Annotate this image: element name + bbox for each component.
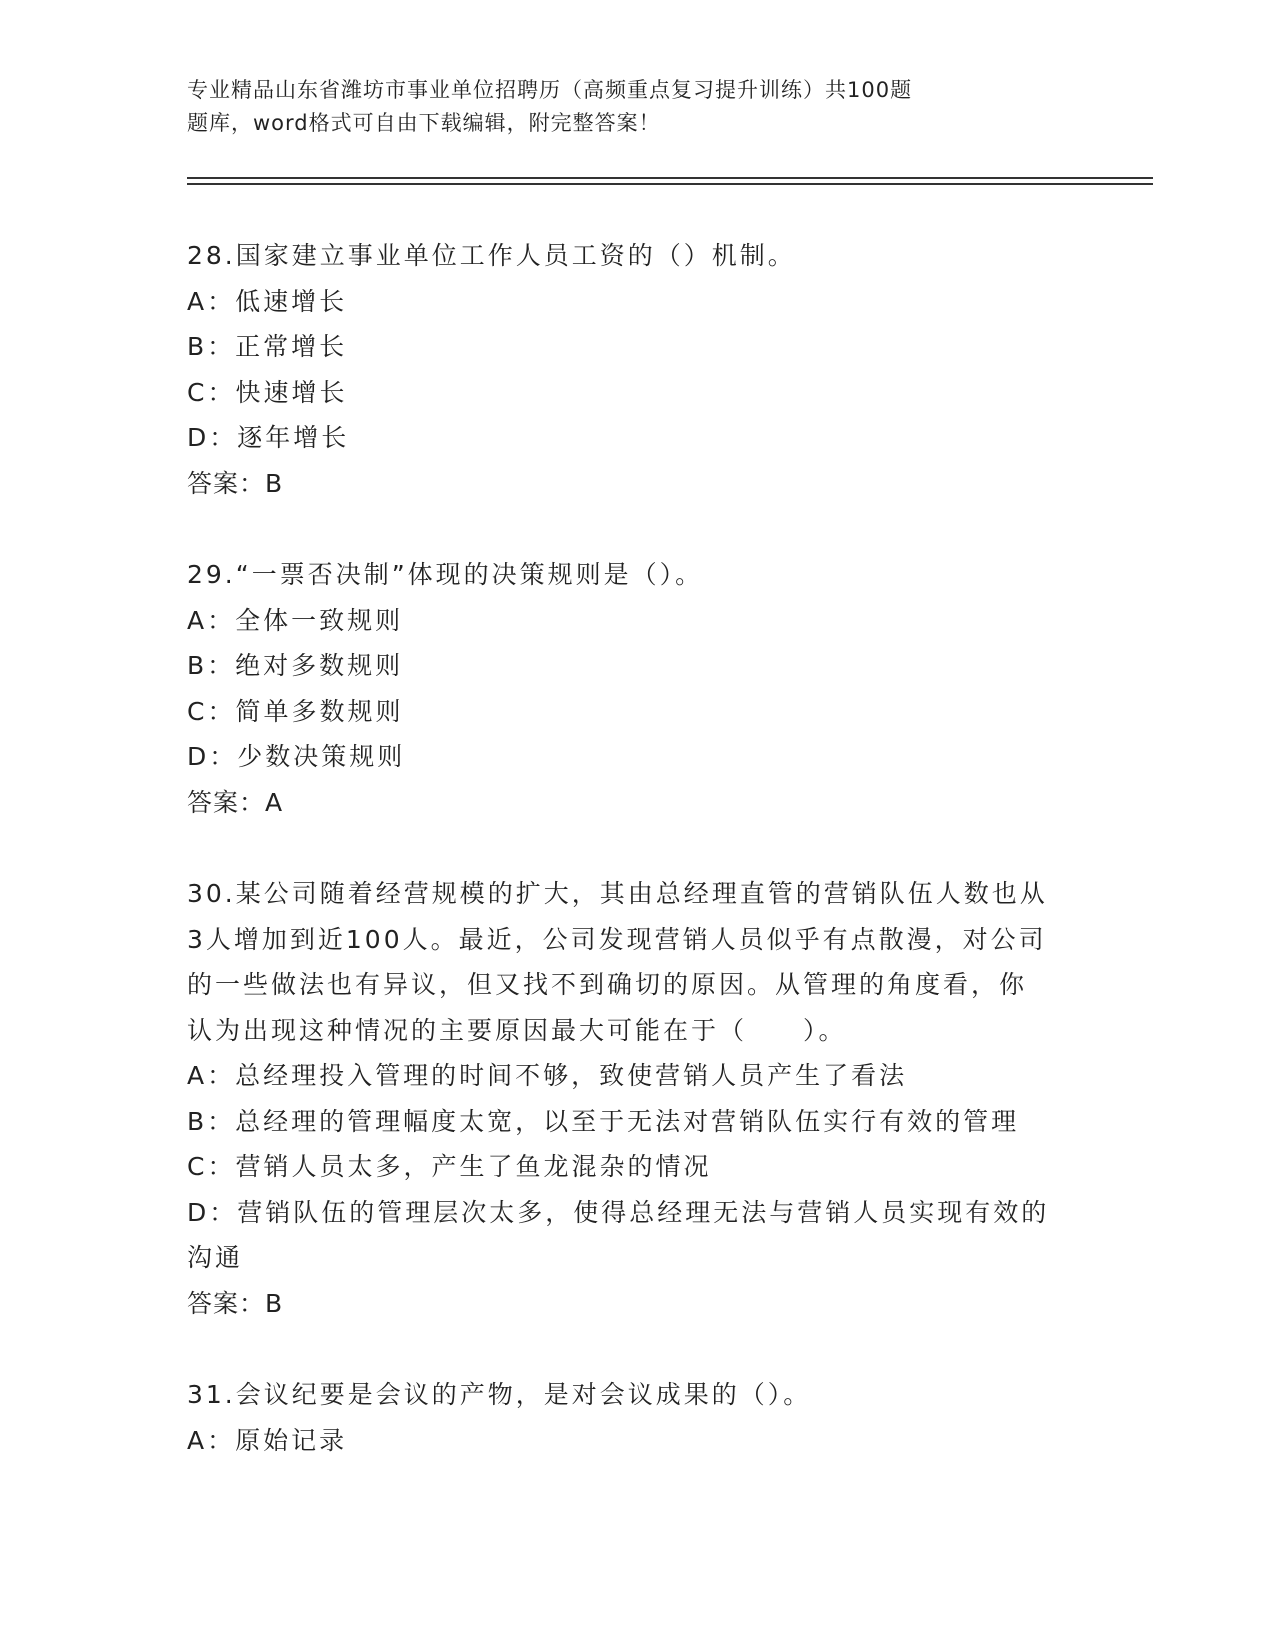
header-line-2: 题库，word格式可自由下载编辑，附完整答案！ <box>187 111 661 135</box>
document-header <box>187 74 1047 140</box>
option-d: D：营销队伍的管理层次太多，使得总经理无法与营销人员实现有效的 <box>187 1197 1050 1227</box>
question-30 <box>187 871 1087 1326</box>
answer: 答案：A <box>187 787 284 817</box>
question-28 <box>187 233 1087 506</box>
question-29 <box>187 552 1087 825</box>
option-a: A：原始记录 <box>187 1425 348 1455</box>
option-d: D：少数决策规则 <box>187 742 406 771</box>
question-stem-line: 3人增加到近100人。最近，公司发现营销人员似乎有点散漫，对公司 <box>187 924 1047 954</box>
option-b: B：正常增长 <box>187 332 348 361</box>
option-a: A：全体一致规则 <box>187 605 404 635</box>
option-a: A：低速增长 <box>187 286 348 316</box>
question-stem: 28.国家建立事业单位工作人员工资的（）机制。 <box>187 241 796 270</box>
question-stem: 29.“一票否决制”体现的决策规则是（）。 <box>187 560 704 589</box>
option-d: D：逐年增长 <box>187 423 350 452</box>
header-line-1: 专业精品山东省潍坊市事业单位招聘历（高频重点复习提升训练）共100题 <box>187 78 913 102</box>
option-c: C：快速增长 <box>187 377 348 407</box>
header-divider-top <box>187 177 1153 179</box>
question-stem-line: 30.某公司随着经营规模的扩大，其由总经理直管的营销队伍人数也从 <box>187 879 1048 908</box>
option-b: B：总经理的管理幅度太宽，以至于无法对营销队伍实行有效的管理 <box>187 1106 1020 1136</box>
option-a: A：总经理投入管理的时间不够，致使营销人员产生了看法 <box>187 1061 908 1090</box>
question-stem-line: 的一些做法也有异议，但又找不到确切的原因。从管理的角度看，你 <box>187 970 1028 999</box>
header-divider-bottom <box>187 183 1153 185</box>
option-c: C：简单多数规则 <box>187 696 404 726</box>
option-b: B：绝对多数规则 <box>187 651 404 680</box>
option-c: C：营销人员太多，产生了鱼龙混杂的情况 <box>187 1152 712 1181</box>
answer: 答案：B <box>187 468 284 498</box>
question-list <box>187 233 1087 1463</box>
question-stem: 31.会议纪要是会议的产物，是对会议成果的（）。 <box>187 1380 812 1409</box>
answer: 答案：B <box>187 1288 284 1318</box>
option-d-continued: 沟通 <box>187 1243 244 1272</box>
question-stem-line: 认为出现这种情况的主要原因最大可能在于（ ）。 <box>187 1015 847 1045</box>
question-31 <box>187 1372 1087 1463</box>
